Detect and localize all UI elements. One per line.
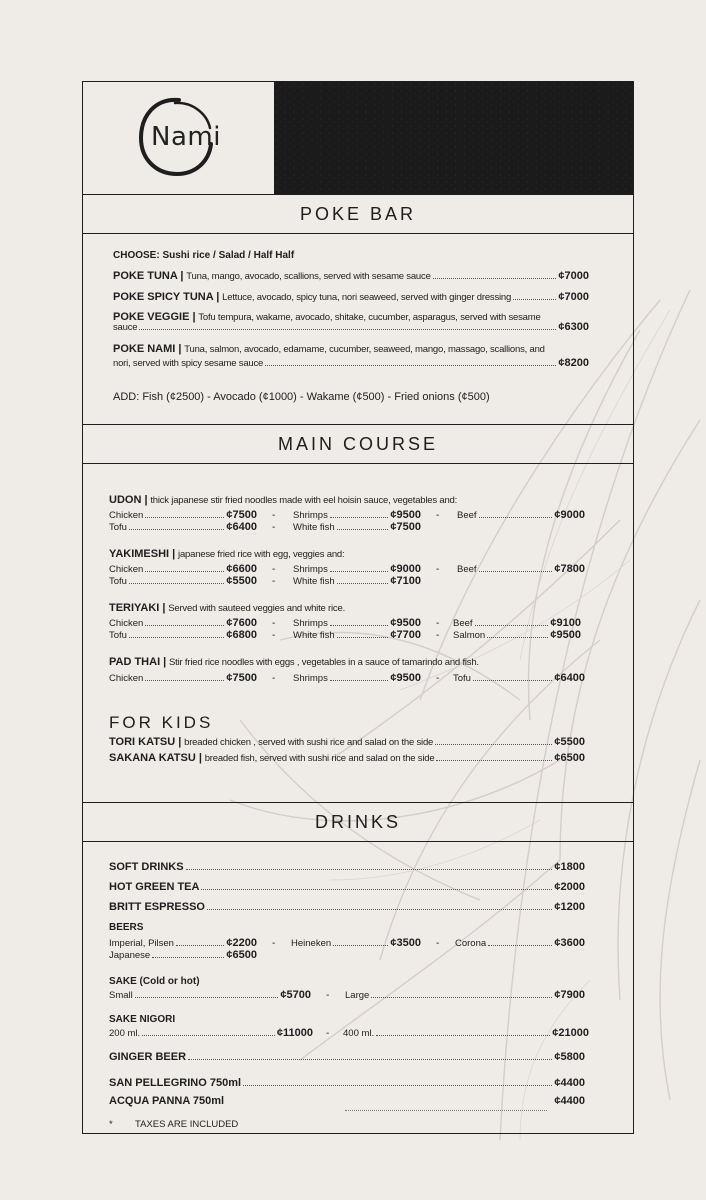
yakimeshi-white-fish: White fish ¢7100 — [293, 575, 421, 587]
list-item-cont: nori, served with spicy sesame sauce ¢8200 — [113, 357, 589, 369]
padthai-tofu: Tofu ¢6400 — [453, 672, 585, 684]
teriyaki-salmon: Salmon ¢9500 — [453, 629, 581, 641]
poke-add-ons: ADD: Fish (¢2500) - Avocado (¢1000) - Wakame (¢500) - Fried onions (¢500) — [113, 391, 490, 403]
sake-heading: SAKE (Cold or hot) — [109, 976, 200, 987]
logo-box — [83, 82, 274, 194]
texture-pattern — [274, 82, 633, 194]
yakimeshi-shrimps: Shrimps ¢9000 — [293, 563, 421, 575]
beers-heading: BEERS — [109, 922, 144, 933]
menu-card: Nami POKE BAR CHOOSE: Sushi rice / Salad / Half Half POKE TUNA | Tuna, mango, avocado, scallions, served with sesame sauce ¢7000 POKE SPICY TUNA | Lettuce, avocado, spicy tuna, nori seaweed, served with ginger dressing ¢7000 POKE VEGGIE | Tofu tempura, wakame, avocado, shitake, cucumber, asparagus, served with sesame sauce ¢6300 POKE NAMI | Tuna, salmon, avocado, edamame, cucumber, seaweed, mango, massago, scallions, and nori, served with spicy sesame sauce ¢8200 ADD: Fish (¢2500) - Avocado (¢1000) - Wakame (¢500) - Fried onions (¢500) MAIN COURSE UDON | thick japanese stir fried noodles made with eel hoisin sauce, vegetables and: Chicken ¢7500 - Shrimps ¢9500 - Beef ¢9000 Tofu ¢6400 - White fish ¢7500 YAKIMESHI | japanese fried rice with egg, veggies and: Chicken ¢6600 - Shrimps ¢9000 - Beef ¢7800 Tofu ¢5500 - White fish ¢7100 TERIYAKI | Served with sauteed veggies and white rice. Chicken ¢7600 - Shrimps ¢9500 - Beef ¢9100 Tofu ¢6800 - White fish ¢7700 - Salmon ¢9500 PAD THAI | Stir fried rice noodles with eggs , vegetables in a sauce of tamarindo and fish. Chicken ¢7500 - Shrimps ¢9500 - Tofu ¢6400 FOR KIDS TORI KATSU | breaded chicken , served with sushi rice and salad on the side ¢5500 SAKANA KATSU | breaded fish, served with sushi rice and salad on the side ¢6500 DRINKS SOFT DRINKS ¢1800 HOT GREEN TEA ¢2000 BRITT ESPRESSO ¢1200 BEERS Imperial, Pilsen ¢2200 - Heineken ¢3500 - Corona ¢3600 Japanese ¢6500 SAKE (Cold or hot) Small ¢5700 - Large ¢7900 SAKE NIGORI 200 ml. ¢11000 - 400 ml. ¢21000 GINGER BEER ¢5800 SAN PELLEGRINO 750ml ¢4400 ACQUA PANNA 750ml ¢4400 * TAXES ARE INCLUDED — [82, 81, 634, 1134]
for-kids-title: FOR KIDS — [109, 713, 214, 732]
padthai-shrimps: Shrimps ¢9500 — [293, 672, 421, 684]
poke-bar-title: POKE BAR — [83, 194, 633, 234]
divider — [345, 1110, 547, 1111]
udon-shrimps: Shrimps ¢9500 — [293, 509, 421, 521]
teriyaki-beef: Beef ¢9100 — [453, 617, 581, 629]
padthai-chicken: Chicken ¢7500 — [109, 672, 257, 684]
yakimeshi-chicken: Chicken ¢6600 — [109, 563, 257, 575]
nigori-400: 400 ml. ¢21000 — [343, 1027, 589, 1039]
drink-tea: HOT GREEN TEA ¢2000 — [109, 881, 585, 893]
drink-ginger: GINGER BEER ¢5800 — [109, 1051, 585, 1063]
header-black-panel — [274, 82, 633, 194]
beer-heineken: Heineken ¢3500 — [291, 937, 421, 949]
main-course-title: MAIN COURSE — [83, 424, 633, 464]
nigori-heading: SAKE NIGORI — [109, 1014, 176, 1025]
sake-large: Large ¢7900 — [345, 989, 585, 1001]
yakimeshi-heading: YAKIMESHI | japanese fried rice with egg, veggies and: — [109, 548, 345, 560]
list-item: POKE TUNA | Tuna, mango, avocado, scallions, served with sesame sauce ¢7000 — [113, 270, 589, 282]
yakimeshi-beef: Beef ¢7800 — [457, 563, 585, 575]
teriyaki-heading: TERIYAKI | Served with sauteed veggies and white rice. — [109, 602, 346, 614]
list-item: SAKANA KATSU | breaded fish, served with sushi rice and salad on the side ¢6500 — [109, 752, 585, 764]
nigori-200: 200 ml. ¢11000 — [109, 1027, 313, 1039]
udon-tofu: Tofu ¢6400 — [109, 521, 257, 533]
yakimeshi-tofu: Tofu ¢5500 — [109, 575, 257, 587]
udon-chicken: Chicken ¢7500 — [109, 509, 257, 521]
drink-pellegrino: SAN PELLEGRINO 750ml ¢4400 — [109, 1077, 585, 1089]
list-item: TORI KATSU | breaded chicken , served with sushi rice and salad on the side ¢5500 — [109, 736, 585, 748]
brand-name: Nami — [151, 122, 221, 152]
padthai-heading: PAD THAI | Stir fried rice noodles with eggs , vegetables in a sauce of tamarindo and fish. — [109, 656, 479, 668]
drink-espresso: BRITT ESPRESSO ¢1200 — [109, 901, 585, 913]
poke-choose: CHOOSE: Sushi rice / Salad / Half Half — [113, 250, 295, 261]
tax-note-star: * — [109, 1119, 113, 1130]
menu-header — [83, 82, 633, 195]
teriyaki-chicken: Chicken ¢7600 — [109, 617, 257, 629]
teriyaki-tofu: Tofu ¢6800 — [109, 629, 257, 641]
list-item: POKE SPICY TUNA | Lettuce, avocado, spicy tuna, nori seaweed, served with ginger dressing ¢7000 — [113, 291, 589, 303]
beer-japanese: Japanese ¢6500 — [109, 949, 257, 961]
list-item: POKE NAMI | Tuna, salmon, avocado, edamame, cucumber, seaweed, mango, massago, scallions, and — [113, 343, 545, 355]
list-item-cont: sauce ¢6300 — [113, 321, 589, 333]
list-item: POKE VEGGIE | Tofu tempura, wakame, avocado, shitake, cucumber, asparagus, served with sesame — [113, 311, 541, 323]
drink-panna: ACQUA PANNA 750ml ¢4400 — [109, 1095, 585, 1107]
beer-imperial: Imperial, Pilsen ¢2200 — [109, 937, 257, 949]
sake-small: Small ¢5700 — [109, 989, 311, 1001]
udon-heading: UDON | thick japanese stir fried noodles made with eel hoisin sauce, vegetables and: — [109, 494, 458, 506]
udon-white-fish: White fish ¢7500 — [293, 521, 421, 533]
tax-note: TAXES ARE INCLUDED — [135, 1119, 239, 1130]
beer-corona: Corona ¢3600 — [455, 937, 585, 949]
drink-soft: SOFT DRINKS ¢1800 — [109, 861, 585, 873]
teriyaki-shrimps: Shrimps ¢9500 — [293, 617, 421, 629]
udon-beef: Beef ¢9000 — [457, 509, 585, 521]
drinks-title: DRINKS — [83, 802, 633, 842]
teriyaki-white-fish: White fish ¢7700 — [293, 629, 421, 641]
